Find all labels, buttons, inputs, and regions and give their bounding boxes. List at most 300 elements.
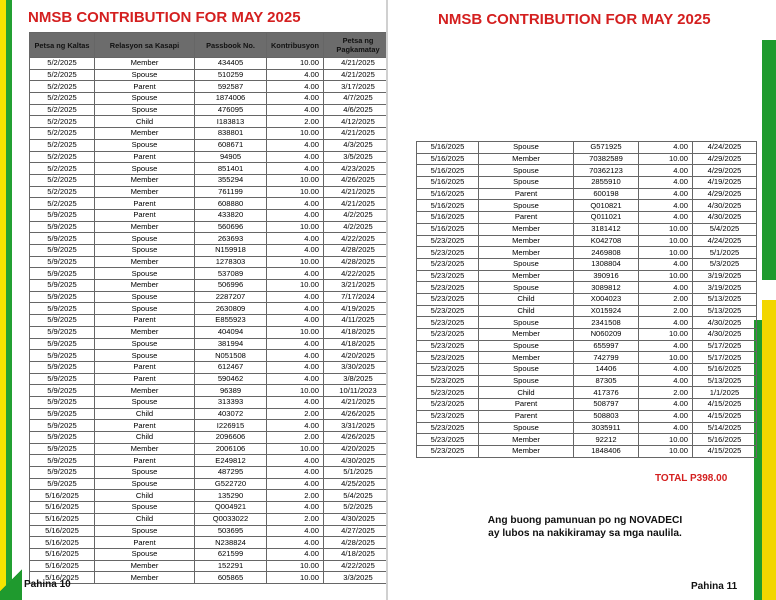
table-cell: 10.00: [267, 280, 324, 292]
contribution-table: [416, 141, 757, 458]
table-cell: 7/17/2024: [324, 291, 387, 303]
green-yellow-stripe: [762, 0, 776, 600]
table-cell: 5/13/2025: [693, 375, 757, 387]
table-cell: Spouse: [95, 396, 195, 408]
table-row: [30, 151, 387, 163]
table-cell: 5/16/2025: [417, 142, 479, 154]
table-cell: 5/17/2025: [693, 352, 757, 364]
table-cell: 10.00: [267, 186, 324, 198]
table-row: [30, 315, 387, 327]
table-row: [417, 165, 757, 177]
column-header: Passbook No.: [195, 33, 267, 58]
table-row: [417, 422, 757, 434]
table-cell: Spouse: [95, 104, 195, 116]
contribution-table: [29, 32, 386, 584]
table-cell: 5/1/2025: [324, 467, 387, 479]
table-cell: 4/26/2025: [324, 174, 387, 186]
table-cell: 4.00: [639, 212, 693, 224]
table-cell: Spouse: [479, 317, 574, 329]
table-cell: 5/4/2025: [693, 223, 757, 235]
table-cell: 4/3/2025: [324, 139, 387, 151]
table-cell: 4/20/2025: [324, 443, 387, 455]
table-cell: 2.00: [639, 387, 693, 399]
table-cell: Child: [479, 305, 574, 317]
table-cell: Q010821: [574, 200, 639, 212]
table-row: [30, 128, 387, 140]
table-cell: 2.00: [267, 408, 324, 420]
table-cell: 5/23/2025: [417, 445, 479, 457]
table-cell: 1/1/2025: [693, 387, 757, 399]
table-cell: N238824: [195, 537, 267, 549]
table-cell: 4.00: [639, 410, 693, 422]
table-cell: 4.00: [639, 340, 693, 352]
table-cell: 3/17/2025: [324, 81, 387, 93]
page-title: NMSB CONTRIBUTION FOR MAY 2025: [28, 9, 301, 26]
table-cell: 5/14/2025: [693, 422, 757, 434]
table-cell: 5/9/2025: [30, 233, 95, 245]
table-cell: Member: [95, 128, 195, 140]
table-cell: 5/9/2025: [30, 420, 95, 432]
table-cell: 5/2/2025: [30, 93, 95, 105]
table-cell: 5/9/2025: [30, 291, 95, 303]
page-title: NMSB CONTRIBUTION FOR MAY 2025: [438, 11, 711, 28]
table-cell: 5/16/2025: [30, 548, 95, 560]
table-cell: 4.00: [639, 177, 693, 189]
table-row: [417, 200, 757, 212]
table-row: [417, 212, 757, 224]
table-cell: Spouse: [95, 478, 195, 490]
table-cell: Child: [95, 116, 195, 128]
table-row: [30, 513, 387, 525]
table-row: [417, 223, 757, 235]
table-cell: 508803: [574, 410, 639, 422]
table-cell: Parent: [479, 212, 574, 224]
table-cell: 4/28/2025: [324, 537, 387, 549]
table-cell: Spouse: [479, 142, 574, 154]
table-cell: 94905: [195, 151, 267, 163]
table-cell: 5/13/2025: [693, 293, 757, 305]
table-cell: 537089: [195, 268, 267, 280]
table-row: [417, 364, 757, 376]
table-cell: 4/22/2025: [324, 268, 387, 280]
table-cell: Member: [479, 153, 574, 165]
table-cell: G522720: [195, 478, 267, 490]
table-row: [30, 163, 387, 175]
table-cell: 4/30/2025: [324, 513, 387, 525]
message-line: Ang buong pamunuan po ng NOVADECI: [487, 515, 683, 526]
table-cell: 4.00: [267, 198, 324, 210]
table-cell: 510259: [195, 69, 267, 81]
table-cell: Spouse: [479, 258, 574, 270]
table-row: [30, 303, 387, 315]
table-cell: 4/19/2025: [324, 303, 387, 315]
column-header: Petsa ng Kaltas: [30, 33, 95, 58]
table-cell: Spouse: [95, 350, 195, 362]
table-cell: 10.00: [267, 221, 324, 233]
table-cell: 590462: [195, 373, 267, 385]
table-row: [417, 270, 757, 282]
table-cell: 4/21/2025: [324, 128, 387, 140]
table-cell: 5/9/2025: [30, 256, 95, 268]
table-cell: 5/9/2025: [30, 303, 95, 315]
table-cell: 92212: [574, 434, 639, 446]
table-cell: 508797: [574, 399, 639, 411]
table-row: [30, 198, 387, 210]
table-cell: Spouse: [479, 165, 574, 177]
table-cell: Spouse: [95, 139, 195, 151]
table-cell: 10.00: [639, 352, 693, 364]
table-cell: 2.00: [267, 432, 324, 444]
table-cell: 313393: [195, 396, 267, 408]
table-cell: 5/16/2025: [417, 153, 479, 165]
table-cell: 4/12/2025: [324, 116, 387, 128]
table-row: [417, 142, 757, 154]
table-cell: Spouse: [95, 338, 195, 350]
table-cell: 3/30/2025: [324, 361, 387, 373]
table-cell: 4.00: [267, 104, 324, 116]
table-cell: 4.00: [267, 315, 324, 327]
table-cell: 2.00: [639, 305, 693, 317]
table-row: [30, 116, 387, 128]
table-cell: E855923: [195, 315, 267, 327]
green-stripe: [6, 0, 12, 600]
table-row: [30, 221, 387, 233]
table-row: [417, 153, 757, 165]
table-cell: 4/6/2025: [324, 104, 387, 116]
table-cell: 476095: [195, 104, 267, 116]
table-cell: 3/31/2025: [324, 420, 387, 432]
table-cell: Spouse: [479, 200, 574, 212]
table-row: [30, 209, 387, 221]
table-cell: 1308804: [574, 258, 639, 270]
table-cell: 5/9/2025: [30, 221, 95, 233]
table-cell: 5/9/2025: [30, 326, 95, 338]
table-cell: Spouse: [479, 364, 574, 376]
table-cell: 4/18/2025: [324, 548, 387, 560]
table-cell: 4/24/2025: [693, 142, 757, 154]
table-cell: 5/16/2025: [30, 502, 95, 514]
table-cell: 355294: [195, 174, 267, 186]
table-cell: 5/16/2025: [30, 537, 95, 549]
table-cell: 96389: [195, 385, 267, 397]
table-cell: 5/2/2025: [30, 186, 95, 198]
table-cell: 4.00: [267, 163, 324, 175]
table-cell: 10.00: [267, 128, 324, 140]
table-cell: Member: [95, 326, 195, 338]
table-cell: 4/11/2025: [324, 315, 387, 327]
table-cell: 5/9/2025: [30, 209, 95, 221]
table-row: [30, 291, 387, 303]
table-cell: 4.00: [267, 338, 324, 350]
table-cell: 5/23/2025: [417, 270, 479, 282]
table-cell: 10.00: [639, 153, 693, 165]
table-cell: 4.00: [639, 165, 693, 177]
table-cell: 4.00: [267, 81, 324, 93]
table-cell: Member: [95, 385, 195, 397]
table-cell: Q011021: [574, 212, 639, 224]
table-cell: 4/15/2025: [693, 410, 757, 422]
table-cell: Spouse: [95, 467, 195, 479]
table-cell: Child: [95, 490, 195, 502]
table-row: [417, 445, 757, 457]
table-cell: 4.00: [639, 422, 693, 434]
table-cell: Member: [479, 270, 574, 282]
table-cell: Spouse: [95, 163, 195, 175]
table-cell: 5/16/2025: [417, 223, 479, 235]
table-cell: 5/23/2025: [417, 364, 479, 376]
table-cell: 4/30/2025: [693, 212, 757, 224]
table-cell: 5/9/2025: [30, 455, 95, 467]
table-cell: Spouse: [479, 282, 574, 294]
table-row: [417, 434, 757, 446]
table-cell: 4.00: [267, 361, 324, 373]
table-cell: 4.00: [267, 537, 324, 549]
table-cell: Spouse: [95, 233, 195, 245]
condolence-message: [450, 514, 720, 540]
page-number: Pahina 11: [691, 581, 738, 592]
message-line: ay lubos na nakikiramay sa mga naulila.: [488, 528, 682, 539]
table-cell: N060209: [574, 329, 639, 341]
table-cell: 4.00: [267, 467, 324, 479]
table-cell: 10.00: [639, 235, 693, 247]
table-cell: 5/16/2025: [417, 188, 479, 200]
table-cell: 4/22/2025: [324, 233, 387, 245]
table-cell: 4.00: [267, 478, 324, 490]
table-cell: 3/3/2025: [324, 572, 387, 584]
table-cell: I183813: [195, 116, 267, 128]
table-cell: 4.00: [267, 502, 324, 514]
table-cell: 487295: [195, 467, 267, 479]
table-cell: Parent: [95, 537, 195, 549]
table-cell: 4.00: [639, 200, 693, 212]
table-cell: Member: [479, 247, 574, 259]
table-cell: 4.00: [639, 375, 693, 387]
table-cell: Parent: [95, 455, 195, 467]
table-row: [30, 396, 387, 408]
table-cell: 2630809: [195, 303, 267, 315]
table-cell: 608671: [195, 139, 267, 151]
table-cell: Spouse: [95, 268, 195, 280]
table-cell: 4/28/2025: [324, 245, 387, 257]
table-cell: 5/16/2025: [30, 490, 95, 502]
table-cell: 14406: [574, 364, 639, 376]
table-cell: 87305: [574, 375, 639, 387]
table-cell: 5/9/2025: [30, 268, 95, 280]
table-cell: Parent: [95, 361, 195, 373]
table-cell: 10.00: [639, 329, 693, 341]
table-row: [30, 455, 387, 467]
table-cell: Spouse: [95, 525, 195, 537]
table-row: [30, 385, 387, 397]
table-cell: Member: [479, 235, 574, 247]
table-cell: 4.00: [267, 350, 324, 362]
table-cell: 4.00: [267, 303, 324, 315]
left-page: [0, 0, 386, 600]
table-header-row: [30, 33, 387, 58]
table-cell: Spouse: [479, 422, 574, 434]
table-cell: 5/23/2025: [417, 422, 479, 434]
table-cell: Member: [95, 256, 195, 268]
table-cell: Spouse: [95, 502, 195, 514]
table-cell: 2287207: [195, 291, 267, 303]
table-cell: G571925: [574, 142, 639, 154]
table-cell: 4/7/2025: [324, 93, 387, 105]
table-cell: 5/13/2025: [693, 305, 757, 317]
table-cell: 4.00: [267, 455, 324, 467]
table-row: [417, 399, 757, 411]
table-row: [30, 432, 387, 444]
table-cell: 2469808: [574, 247, 639, 259]
table-cell: 4.00: [639, 258, 693, 270]
table-cell: 4/26/2025: [324, 408, 387, 420]
table-cell: 503695: [195, 525, 267, 537]
table-cell: Parent: [95, 209, 195, 221]
table-cell: E249812: [195, 455, 267, 467]
table-cell: Spouse: [95, 245, 195, 257]
table-cell: 4/22/2025: [324, 560, 387, 572]
table-cell: N051508: [195, 350, 267, 362]
table-cell: 5/23/2025: [417, 340, 479, 352]
table-cell: Parent: [479, 399, 574, 411]
table-cell: 263693: [195, 233, 267, 245]
table-cell: Parent: [95, 373, 195, 385]
table-cell: 10.00: [267, 572, 324, 584]
table-cell: 70362123: [574, 165, 639, 177]
table-cell: Spouse: [479, 177, 574, 189]
table-cell: Child: [95, 432, 195, 444]
table-row: [417, 340, 757, 352]
table-cell: 4.00: [267, 291, 324, 303]
table-cell: X004023: [574, 293, 639, 305]
table-row: [30, 58, 387, 70]
table-cell: 4/21/2025: [324, 186, 387, 198]
table-cell: 5/9/2025: [30, 350, 95, 362]
table-cell: 4/29/2025: [693, 188, 757, 200]
table-cell: 5/2/2025: [30, 81, 95, 93]
table-cell: 417376: [574, 387, 639, 399]
column-header: Petsa ng Pagkamatay: [324, 33, 387, 58]
table-cell: Child: [95, 408, 195, 420]
table-body: [417, 142, 757, 458]
table-cell: 5/16/2025: [30, 572, 95, 584]
table-row: [417, 329, 757, 341]
table-cell: 5/16/2025: [417, 200, 479, 212]
table-row: [417, 317, 757, 329]
table-cell: 5/9/2025: [30, 478, 95, 490]
table-cell: Parent: [479, 188, 574, 200]
table-cell: 5/23/2025: [417, 235, 479, 247]
table-cell: 4/24/2025: [693, 235, 757, 247]
table-cell: 3089812: [574, 282, 639, 294]
table-row: [417, 305, 757, 317]
table-row: [30, 408, 387, 420]
table-cell: 592587: [195, 81, 267, 93]
page-number: Pahina 10: [24, 579, 71, 590]
table-cell: 3/19/2025: [693, 270, 757, 282]
table-cell: 5/9/2025: [30, 396, 95, 408]
table-cell: 4.00: [267, 396, 324, 408]
table-cell: Parent: [95, 420, 195, 432]
table-cell: 5/23/2025: [417, 399, 479, 411]
table-cell: 4.00: [639, 317, 693, 329]
table-cell: Child: [479, 387, 574, 399]
table-cell: 390916: [574, 270, 639, 282]
table-row: [417, 247, 757, 259]
table-cell: 404094: [195, 326, 267, 338]
table-cell: 4/30/2025: [324, 455, 387, 467]
table-cell: 5/17/2025: [693, 340, 757, 352]
table-cell: 4.00: [639, 399, 693, 411]
table-cell: Q0033022: [195, 513, 267, 525]
table-cell: 5/23/2025: [417, 410, 479, 422]
table-row: [417, 177, 757, 189]
table-cell: 4/30/2025: [693, 329, 757, 341]
table-cell: 4/30/2025: [693, 200, 757, 212]
table-row: [30, 280, 387, 292]
table-cell: 433820: [195, 209, 267, 221]
table-cell: 4/18/2025: [324, 338, 387, 350]
table-cell: 5/9/2025: [30, 408, 95, 420]
table-cell: Parent: [95, 315, 195, 327]
table-cell: 4.00: [267, 525, 324, 537]
column-header: Kontribusyon: [267, 33, 324, 58]
table-cell: 5/23/2025: [417, 352, 479, 364]
table-cell: 5/16/2025: [30, 525, 95, 537]
table-row: [30, 139, 387, 151]
table-row: [30, 93, 387, 105]
table-cell: 10.00: [639, 434, 693, 446]
table-cell: 4/23/2025: [324, 163, 387, 175]
table-cell: 4/2/2025: [324, 209, 387, 221]
table-cell: 10.00: [267, 256, 324, 268]
table-row: [30, 186, 387, 198]
table-cell: Member: [479, 329, 574, 341]
table-cell: 5/3/2025: [693, 258, 757, 270]
table-cell: 4.00: [267, 548, 324, 560]
table-cell: 5/9/2025: [30, 315, 95, 327]
table-row: [30, 467, 387, 479]
table-row: [30, 338, 387, 350]
table-cell: Member: [95, 443, 195, 455]
table-cell: 5/16/2025: [30, 560, 95, 572]
table-row: [30, 537, 387, 549]
table-cell: 2.00: [639, 293, 693, 305]
table-cell: 5/23/2025: [417, 317, 479, 329]
table-cell: 4/28/2025: [324, 256, 387, 268]
table-cell: Member: [95, 221, 195, 233]
right-page: [388, 0, 776, 600]
table-cell: Spouse: [479, 375, 574, 387]
table-cell: X015924: [574, 305, 639, 317]
table-row: [30, 502, 387, 514]
table-cell: 5/23/2025: [417, 247, 479, 259]
table-cell: 4.00: [639, 282, 693, 294]
table-cell: 10.00: [267, 443, 324, 455]
table-cell: Member: [95, 186, 195, 198]
table-cell: 608880: [195, 198, 267, 210]
table-row: [30, 490, 387, 502]
table-row: [30, 361, 387, 373]
table-cell: 2855910: [574, 177, 639, 189]
table-cell: 761199: [195, 186, 267, 198]
table-row: [30, 245, 387, 257]
table-cell: 5/16/2025: [417, 165, 479, 177]
table-row: [30, 443, 387, 455]
table-cell: 4/29/2025: [693, 165, 757, 177]
table-row: [417, 352, 757, 364]
table-cell: 5/2/2025: [30, 116, 95, 128]
table-row: [30, 420, 387, 432]
